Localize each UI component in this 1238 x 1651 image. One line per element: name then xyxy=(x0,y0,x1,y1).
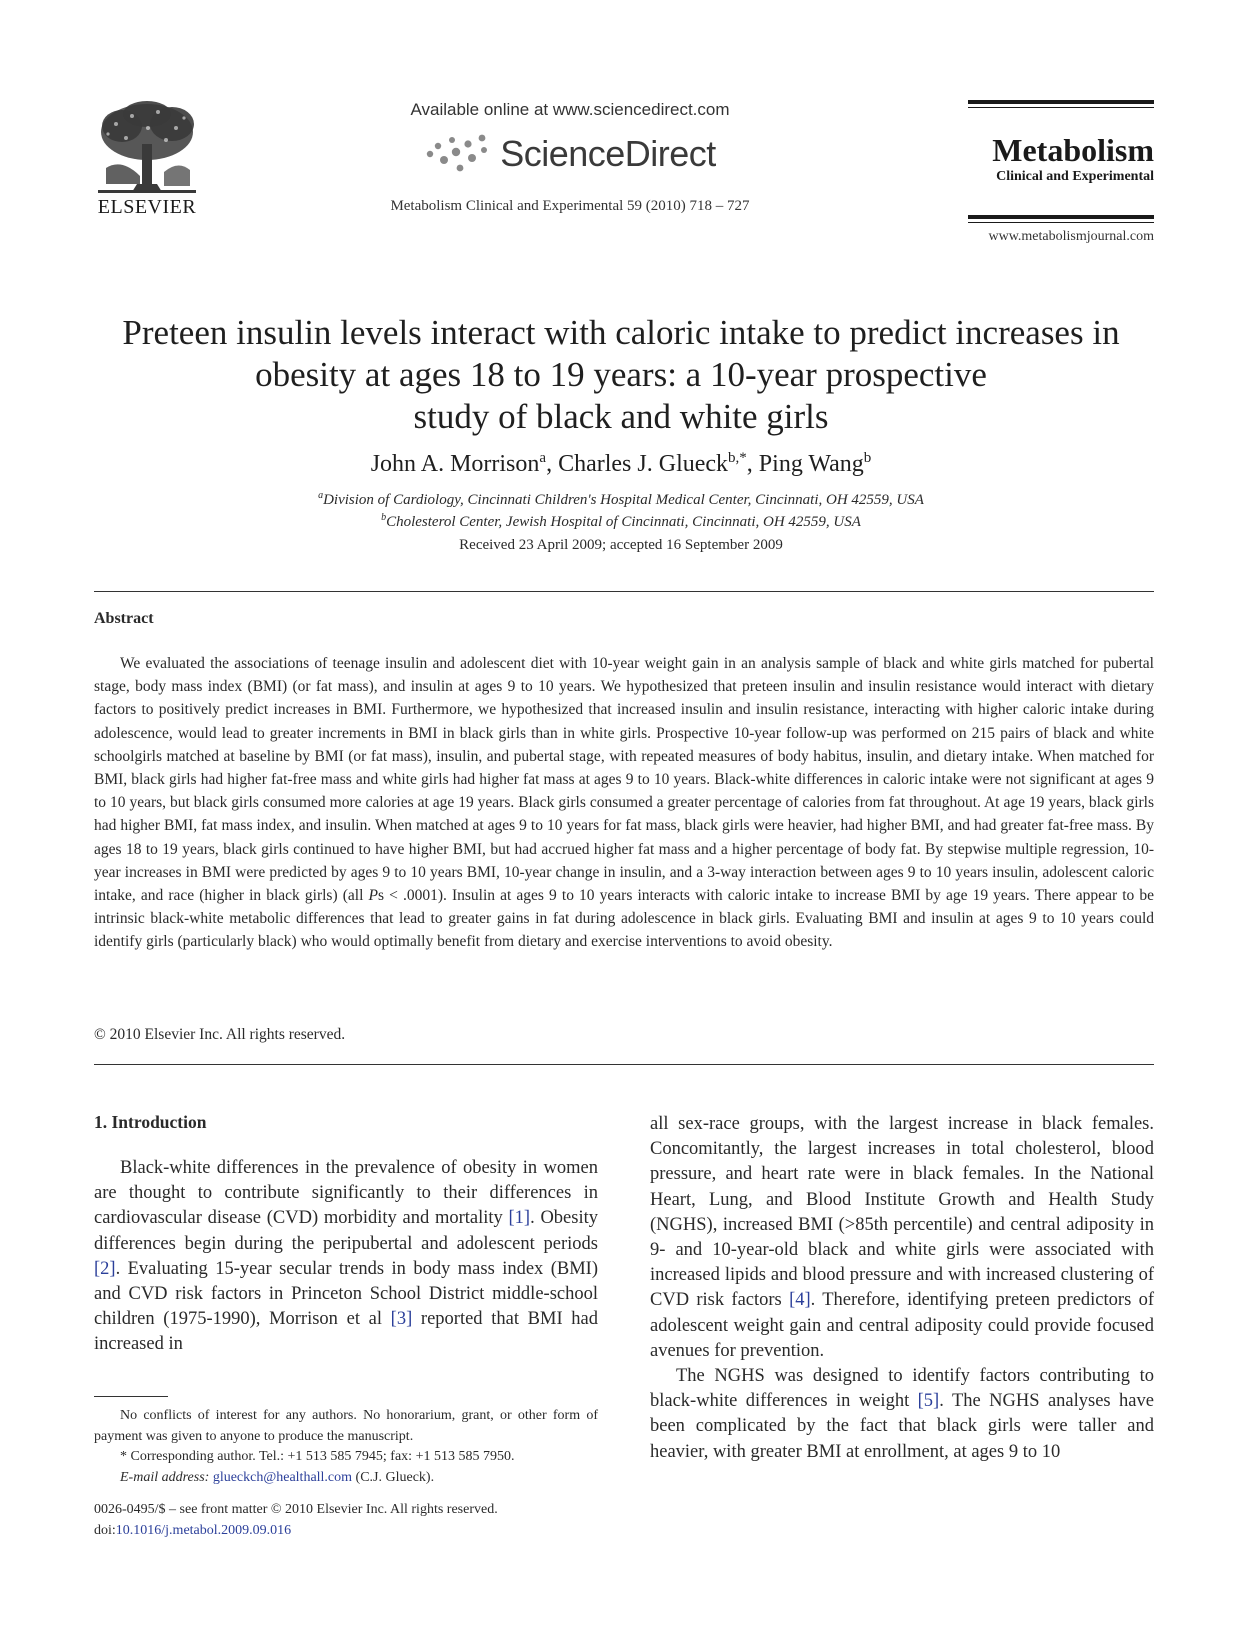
body-paragraph: all sex-race groups, with the largest increase in black females. Concomitantly, the largest increases in total cholesterol, blood pressure, and heart rate were in black females. In the National Heart, Lung, and Blood Institute Growth and Health Study (NGHS), increased BMI (>85th percentile) and central adiposity in 9- and 10-year-old black and white girls were associated with increased lipids and blood pressure and with increased clustering of CVD risk factors [4]. Therefore, identifying preteen predictors of adolescent weight gain and central adiposity could provide focused avenues for prevention. xyxy=(650,1114,1154,1361)
affiliation-mark: b xyxy=(381,512,387,523)
citation-link[interactable]: [2] xyxy=(94,1258,116,1279)
citation-link[interactable]: [1] xyxy=(508,1208,531,1229)
body-paragraph: The NGHS was designed to identify factors contributing to black-white differences in weight [5]. The NGHS analyses have been complicated by the fact that black girls were taller and heavier, with greater BMI at enrollment, at ages 9 to 10 xyxy=(650,1366,1154,1462)
citation-link[interactable]: [5] xyxy=(917,1391,940,1412)
body-column-left xyxy=(94,1112,598,1358)
journal-citation: Metabolism Clinical and Experimental 59 (2010) 718 – 727 xyxy=(390,198,750,214)
conflict-note: No conflicts of interest for any authors. No honorarium, grant, or other form of payment was given to anyone to produce the manuscript. xyxy=(94,1408,598,1444)
author-affil-mark: a xyxy=(539,450,547,466)
publisher-name: ELSEVIER xyxy=(97,196,197,218)
footnotes xyxy=(94,1406,598,1488)
journal-url: www.metabolismjournal.com xyxy=(988,229,1154,244)
abstract-text: We evaluated the associations of teenage insulin and adolescent diet with 10-year weight gain in an analysis sample of black and white girls matched for pubertal stage, body mass index (BMI) (or fat mass), and insulin at ages 9 to 10 years. We hypothesized that preteen insulin and insulin resistance would interact with dietary factors to positively predict increases in BMI. Furthermore, we hypothesized that increased insulin and insulin resistance, interacting with higher caloric intake during adolescence, would lead to greater increments in BMI in black girls than in white girls. Prospective 10-year follow-up was performed on 215 pairs of black and white schoolgirls matched at baseline by BMI (or fat mass), insulin, and pubertal stage, with repeated measures of body habitus, insulin, and dietary intake. When matched for BMI, black girls had higher fat-free mass and white girls had higher fat mass at ages 9 to 10 years. Black-white differences in caloric intake were not significant at ages 9 to 10 years, but black girls consumed more calories at age 19 years. Black girls consumed a greater percentage of calories from fat throughout. At age 19 years, black girls had higher BMI, fat mass index, and insulin. When matched at ages 9 to 10 years for fat mass, black girls were heavier, had higher BMI, and had greater fat-free mass. By ages 18 to 19 years, black girls continued to have higher BMI, but had accrued higher fat mass and a higher percentage of body fat. By stepwise multiple regression, 10-year increases in BMI were predicted by ages 9 to 10 years BMI, 10-year change in insulin, and a 3-way interaction between ages 9 to 10 years insulin, adolescent caloric intake, and race (higher in black girls) (all Ps < .0001). Insulin at ages 9 to 10 years interacts with caloric intake to increase BMI by age 19 years. There appear to be intrinsic black-white metabolic differences that lead to greater gains in fat during adolescence in black girls. Evaluating BMI and insulin at ages 9 to 10 years could identify girls (particularly black) who would optimally benefit from dietary and exercise interventions to avoid obesity. xyxy=(94,655,1154,951)
footnote-rule xyxy=(94,1396,168,1397)
journal-masthead xyxy=(968,100,1154,245)
sciencedirect-wordmark: ScienceDirect xyxy=(500,133,716,174)
article-title xyxy=(88,312,1154,438)
section-heading: 1. Introduction xyxy=(94,1112,207,1132)
author-list: John A. Morrison$^a$, Charles J. Glueck$^{b,*}$, Ping Wang$^b$ xyxy=(370,450,872,477)
citation-link[interactable]: [4] xyxy=(789,1290,811,1311)
front-matter-line: 0026-0495/$ – see front matter © 2010 Elsevier Inc. All rights reserved. xyxy=(94,1502,498,1517)
body-column-right xyxy=(650,1112,1154,1465)
masthead-rule-top-thin xyxy=(968,107,1154,108)
author-name: Charles J. Glueck xyxy=(558,451,729,477)
divider xyxy=(94,1064,1154,1065)
sciencedirect-dots-icon xyxy=(424,132,490,176)
title-line: obesity at ages 18 to 19 years: a 10-year prospective xyxy=(255,355,987,394)
title-line: Preteen insulin levels interact with caloric intake to predict increases in xyxy=(122,313,1120,352)
sciencedirect-logo xyxy=(330,132,810,176)
affiliation xyxy=(88,512,1154,531)
email-note: E-mail address: glueckch@healthall.com (C.J. Glueck). xyxy=(120,1469,435,1485)
author-name: John A. Morrison xyxy=(370,451,540,477)
available-online-text: Available online at www.sciencedirect.com xyxy=(410,100,730,119)
elsevier-tree-icon xyxy=(92,98,202,194)
abstract-copyright: © 2010 Elsevier Inc. All rights reserved. xyxy=(94,1026,346,1043)
author-affil-mark: b xyxy=(863,450,872,466)
journal-title: Metabolism xyxy=(992,132,1154,168)
title-line: study of black and white girls xyxy=(413,397,829,436)
corresponding-note: * Corresponding author. Tel.: +1 513 585 7945; fax: +1 513 585 7950. xyxy=(120,1449,515,1464)
body-paragraph: Black-white differences in the prevalence of obesity in women are thought to contribute significantly to their differences in cardiovascular disease (CVD) morbidity and mortality [1]. Obesity differences begin during the peripubertal and adolescent periods [2]. Evaluating 15-year secular trends in body mass index (BMI) and CVD risk factors in Princeton School District middle-school children (1975-1990), Morrison et al [3] reported that BMI had increased in xyxy=(94,1158,598,1355)
doi-line: doi:10.1016/j.metabol.2009.09.016 xyxy=(94,1522,292,1538)
affiliation-mark: a xyxy=(318,490,324,501)
email-link[interactable]: glueckch@healthall.com xyxy=(212,1469,353,1485)
front-matter xyxy=(94,1500,598,1541)
received-dates: Received 23 April 2009; accepted 16 September 2009 xyxy=(459,537,783,553)
citation-link[interactable]: [3] xyxy=(390,1309,413,1330)
affiliation-text: Division of Cardiology, Cincinnati Children's Hospital Medical Center, Cincinnati, OH 42559, USA xyxy=(323,492,924,508)
sciencedirect-banner xyxy=(330,100,810,215)
corresponding-mark: * xyxy=(739,450,747,466)
abstract-heading: Abstract xyxy=(94,610,154,627)
divider xyxy=(94,591,1154,592)
masthead-rule-bottom xyxy=(968,215,1154,223)
masthead-rule-top xyxy=(968,100,1154,104)
journal-subtitle: Clinical and Experimental xyxy=(996,169,1154,184)
affiliation xyxy=(88,490,1154,509)
author-name: Ping Wang xyxy=(758,451,864,477)
elsevier-logo xyxy=(88,98,206,219)
affiliation-text: Cholesterol Center, Jewish Hospital of Cincinnati, Cincinnati, OH 42559, USA xyxy=(386,514,861,530)
doi-link[interactable]: 10.1016/j.metabol.2009.09.016 xyxy=(115,1522,292,1538)
author-affil-mark: b,* xyxy=(728,450,747,466)
